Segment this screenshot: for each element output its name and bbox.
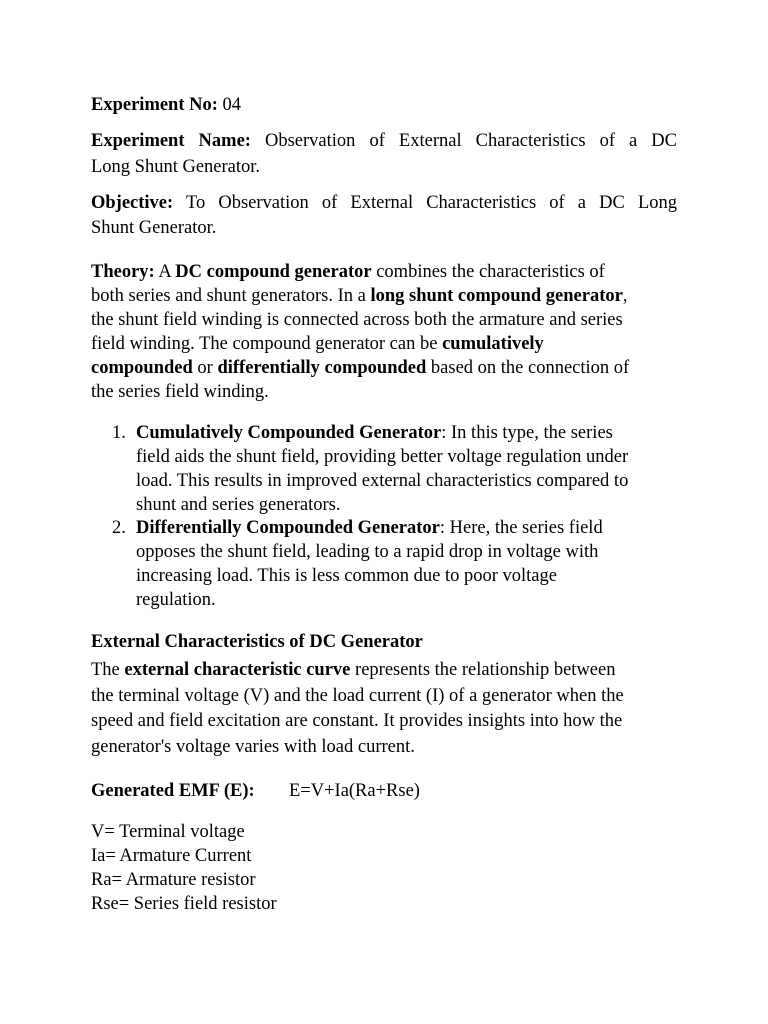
list-item-2-line-2: opposes the shunt field, leading to a rapid drop in voltage with <box>136 542 599 562</box>
theory-bold-term: long shunt compound generator <box>370 286 623 306</box>
list-item-1-line-2: field aids the shunt field, providing better voltage regulation under <box>136 447 629 467</box>
objective-line-2: Shunt Generator. <box>91 218 217 238</box>
external-line-4: generator's voltage varies with load current. <box>91 737 415 757</box>
emf-formula: E=V+Ia(Ra+Rse) <box>289 781 420 801</box>
external-line-1 <box>91 658 677 682</box>
list-item-number: 2. <box>112 518 126 538</box>
list-item-title: Differentially Compounded Generator <box>136 518 440 538</box>
experiment-name-label: Experiment Name: <box>91 131 251 151</box>
list-item-1-line-4: shunt and series generators. <box>136 495 341 515</box>
external-line-2: the terminal voltage (V) and the load current (I) of a generator when the <box>91 686 624 706</box>
section-heading-text: External Characteristics of DC Generator <box>91 632 423 652</box>
theory-text: based on the connection of <box>426 358 630 378</box>
experiment-name-text-1: Observation of External Characteristics of a DC <box>250 131 677 151</box>
list-item-2-line-4: regulation. <box>136 590 216 610</box>
list-item-1-line-3: load. This results in improved external characteristics compared to <box>136 471 629 491</box>
list-item-1-line-1 <box>136 421 677 445</box>
theory-text: or <box>192 358 218 378</box>
theory-bold-term: DC compound generator <box>175 262 372 282</box>
experiment-number-label: Experiment No: <box>91 95 218 115</box>
list-item-text: : In this type, the series <box>441 423 613 443</box>
theory-line-6: the series field winding. <box>91 382 269 402</box>
theory-bold-term: compounded <box>91 358 193 378</box>
theory-line-5 <box>91 356 677 380</box>
definition-item: Ia= Armature Current <box>91 846 252 866</box>
theory-label: Theory: <box>91 262 155 282</box>
emf-label-text: Generated EMF (E): <box>91 781 255 801</box>
list-item-title: Cumulatively Compounded Generator <box>136 423 442 443</box>
theory-text: field winding. The compound generator can be <box>91 334 443 354</box>
objective-text-1: To Observation of External Characteristics of a DC Long <box>173 193 677 213</box>
list-item-2-line-1 <box>136 516 677 540</box>
theory-text: A <box>154 262 176 282</box>
list-item-2-line-3: increasing load. This is less common due to poor voltage <box>136 566 557 586</box>
external-line-3: speed and field excitation are constant. It provides insights into how the <box>91 711 623 731</box>
theory-line-1 <box>91 260 677 284</box>
experiment-name-line-1 <box>91 129 677 153</box>
definition-item: Rse= Series field resistor <box>91 894 277 914</box>
external-bold-term: external characteristic curve <box>124 660 351 680</box>
external-text: The <box>91 660 125 680</box>
experiment-number-value: 04 <box>217 95 242 115</box>
theory-bold-term: cumulatively <box>442 334 544 354</box>
theory-text: combines the characteristics of <box>371 262 605 282</box>
external-text: represents the relationship between <box>350 660 616 680</box>
theory-line-3: the shunt field winding is connected across both the armature and series <box>91 310 623 330</box>
list-item-number: 1. <box>112 423 126 443</box>
section-heading <box>91 630 677 654</box>
definition-item: V= Terminal voltage <box>91 822 245 842</box>
list-item-text: : Here, the series field <box>439 518 603 538</box>
objective-label: Objective: <box>91 193 174 213</box>
experiment-name-line-2: Long Shunt Generator. <box>91 157 261 177</box>
theory-line-2 <box>91 284 677 308</box>
theory-bold-term: differentially compounded <box>217 358 427 378</box>
theory-line-4 <box>91 332 677 356</box>
definition-item: Ra= Armature resistor <box>91 870 256 890</box>
theory-text: , <box>622 286 628 306</box>
theory-text: both series and shunt generators. In a <box>91 286 371 306</box>
experiment-number <box>91 93 677 117</box>
objective-line-1 <box>91 191 677 215</box>
